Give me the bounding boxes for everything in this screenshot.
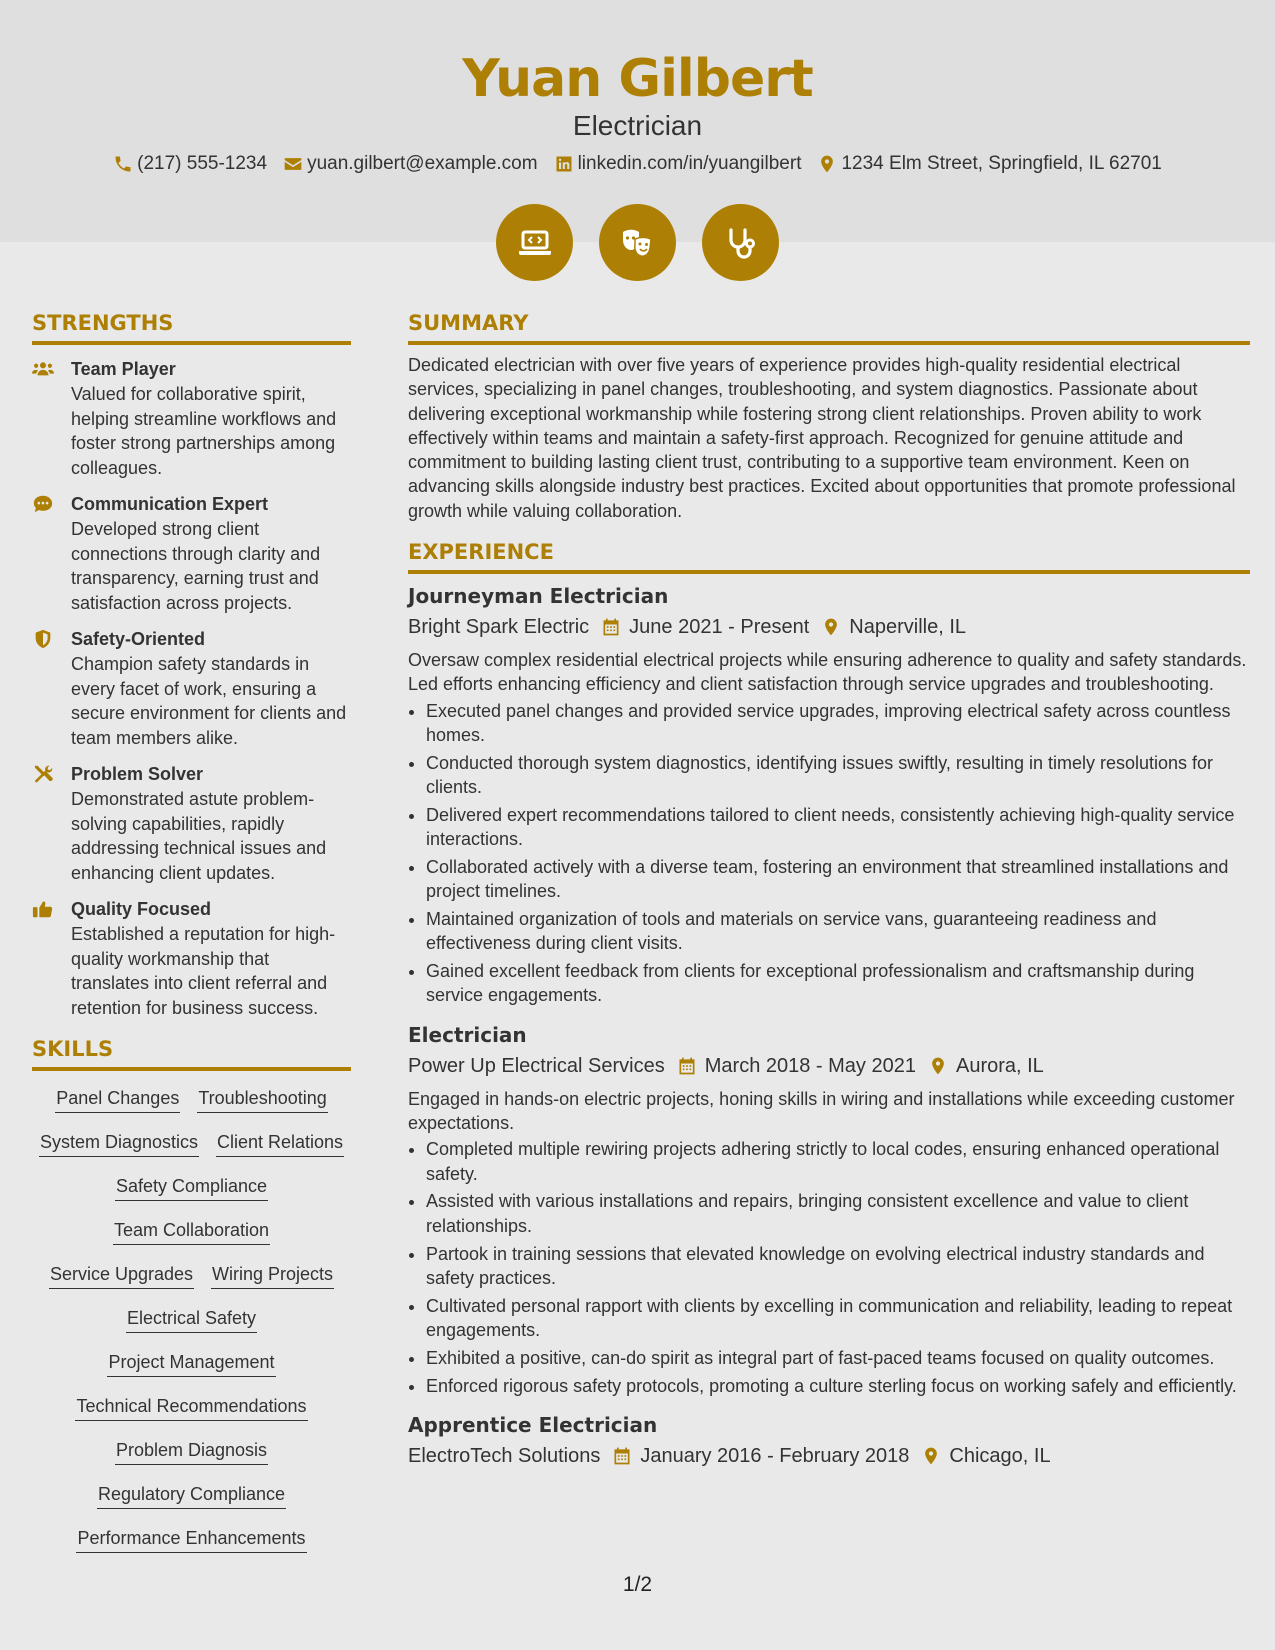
strength-desc: Established a reputation for high-quality workmanship that translates into client referral and retention for business success.	[71, 924, 336, 1018]
job-entry	[408, 1411, 1250, 1471]
skills-heading: SKILLS	[32, 1034, 351, 1071]
skill-tag: Panel Changes	[55, 1085, 180, 1113]
job-meta	[408, 1051, 1250, 1081]
skill-tag: Electrical Safety	[126, 1305, 257, 1333]
job-meta	[408, 1441, 1250, 1471]
company-name: Bright Spark Electric	[408, 616, 590, 639]
job-title: Electrician	[572, 110, 703, 141]
interest-badges	[0, 204, 1275, 281]
bullet-item: • Delivered expert recommendations tailored to client needs, consistently achieving high-quality service interactions.	[426, 803, 1250, 852]
email-text: yuan.gilbert@example.com	[307, 153, 538, 174]
bullet-item: • Executed panel changes and provided service upgrades, improving electrical safety across countless homes.	[426, 699, 1250, 748]
skill-tag: Regulatory Compliance	[97, 1481, 286, 1509]
contact-bar	[0, 151, 1275, 177]
bullet-item: • Assisted with various installations and repairs, bringing consistent excellence and value to client relationships.	[426, 1189, 1250, 1238]
contact-phone[interactable]	[113, 151, 267, 177]
bullet-item: • Partook in training sessions that elevated knowledge on evolving electrical industry standards and safety practices.	[426, 1242, 1250, 1291]
strength-item	[32, 357, 351, 480]
users-icon	[32, 359, 54, 379]
strength-item	[32, 897, 351, 1020]
job-location: Chicago, IL	[949, 1444, 1051, 1467]
skill-tag: System Diagnostics	[39, 1129, 199, 1157]
map-pin-icon	[821, 617, 841, 637]
bullet-item: • Completed multiple rewiring projects adhering strictly to local codes, ensuring enhanced operational safety.	[426, 1137, 1250, 1186]
job-meta	[408, 612, 1250, 642]
summary-text: Dedicated electrician with over five years of experience provides high-quality residential electrical services, specializing in panel changes, troubleshooting, and system diagnostics. Passionate about delivering exceptional workmanship while fostering strong client relationships. Proven ability to work effectively within teams and maintain a safety-first approach. Recognized for genuine attitude and commitment to building lasting client trust, contributing to a supportive team environment. Keen on advancing skills alongside industry best practices. Excited about opportunities that promote professional growth while valuing collaboration.	[408, 355, 1236, 521]
job-dates: June 2021 - Present	[629, 616, 810, 639]
contact-linkedin[interactable]	[554, 151, 802, 177]
strength-desc: Developed strong client connections through clarity and transparency, earning trust and satisfaction across projects.	[71, 519, 321, 613]
page-number: 1/2	[622, 1573, 653, 1596]
strengths-heading: STRENGTHS	[32, 308, 351, 345]
calendar-icon	[612, 1446, 632, 1466]
skill-tag: Safety Compliance	[115, 1173, 268, 1201]
bullet-item: • Maintained organization of tools and materials on service vans, guaranteeing readiness and effectiveness during client visits.	[426, 907, 1250, 956]
thumbs-up-icon	[32, 899, 54, 919]
bullet-item: • Conducted thorough system diagnostics, identifying issues swiftly, resulting in timely resolutions for clients.	[426, 751, 1250, 800]
shield-icon	[32, 629, 54, 649]
strengths-list	[32, 357, 351, 1020]
strength-name: Safety-Oriented	[71, 629, 206, 649]
skill-tag: Problem Diagnosis	[115, 1437, 268, 1465]
phone-text: (217) 555-1234	[137, 153, 268, 174]
calendar-icon	[677, 1056, 697, 1076]
calendar-icon	[601, 617, 621, 637]
job-description: Oversaw complex residential electrical projects while ensuring adherence to quality and safety standards. Led efforts enhancing efficiency and client satisfaction through service upgrades and troubleshooting.	[408, 650, 1247, 695]
job-location: Naperville, IL	[849, 616, 967, 639]
skills-list	[32, 1085, 351, 1553]
summary-heading: SUMMARY	[408, 308, 1250, 345]
bullet-item: • Cultivated personal rapport with clients by excelling in communication and reliability, leading to repeat engagements.	[426, 1294, 1250, 1343]
skill-tag: Service Upgrades	[49, 1261, 194, 1289]
job-dates: January 2016 - February 2018	[640, 1444, 910, 1467]
strength-name: Quality Focused	[71, 899, 212, 919]
map-pin-icon	[928, 1056, 948, 1076]
map-pin-icon	[921, 1446, 941, 1466]
job-dates: March 2018 - May 2021	[704, 1054, 916, 1077]
linkedin-icon	[554, 154, 574, 174]
bullet-item: • Collaborated actively with a diverse team, fostering an environment that streamlined installations and project timelines.	[426, 855, 1250, 904]
bullet-item: • Enforced rigorous safety protocols, promoting a culture sterling focus on working safely and efficiently.	[426, 1374, 1250, 1398]
skill-tag: Project Management	[107, 1349, 275, 1377]
strength-name: Communication Expert	[71, 494, 269, 514]
bullet-item: • Gained excellent feedback from clients for exceptional professionalism and craftsmanship during service engagements.	[426, 959, 1250, 1008]
job-title: Apprentice Electrician	[408, 1412, 658, 1437]
strength-name: Team Player	[71, 359, 176, 379]
strength-desc: Champion safety standards in every facet of work, ensuring a secure environment for clients and team members alike.	[71, 654, 347, 748]
company-name: Power Up Electrical Services	[408, 1054, 665, 1077]
experience-heading: EXPERIENCE	[408, 537, 1250, 574]
strength-name: Problem Solver	[71, 764, 204, 784]
job-bullets	[408, 1137, 1250, 1397]
job-bullets	[408, 699, 1250, 1008]
skill-tag: Client Relations	[216, 1129, 344, 1157]
map-pin-icon	[817, 154, 837, 174]
stethoscope-icon	[721, 223, 761, 263]
skill-tag: Technical Recommendations	[75, 1393, 307, 1421]
job-location: Aurora, IL	[955, 1054, 1044, 1077]
skill-tag: Team Collaboration	[113, 1217, 270, 1245]
laptop-code-icon	[515, 223, 555, 263]
badge-circle	[496, 204, 573, 281]
job-description: Engaged in hands-on electric projects, honing skills in wiring and installations while exceeding customer expectations.	[408, 1088, 1235, 1134]
phone-icon	[113, 154, 133, 174]
skill-tag: Performance Enhancements	[76, 1525, 306, 1553]
theater-masks-icon	[618, 223, 658, 263]
contact-address	[817, 151, 1161, 177]
left-column	[32, 308, 351, 1553]
job-entry	[408, 582, 1250, 1008]
address-text: 1234 Elm Street, Springfield, IL 62701	[841, 153, 1162, 174]
skill-tag: Troubleshooting	[197, 1085, 327, 1113]
bullet-item: • Exhibited a positive, can-do spirit as integral part of fast-paced teams focused on quality outcomes.	[426, 1346, 1250, 1370]
company-name: ElectroTech Solutions	[408, 1444, 601, 1467]
tools-icon	[32, 764, 54, 784]
candidate-name: Yuan Gilbert	[462, 49, 813, 109]
strength-item	[32, 492, 351, 615]
comment-dots-icon	[32, 494, 54, 514]
job-entry	[408, 1021, 1250, 1398]
right-column	[408, 308, 1250, 1471]
linkedin-text: linkedin.com/in/yuangilbert	[577, 153, 802, 174]
contact-email[interactable]	[283, 151, 538, 177]
job-title: Journeyman Electrician	[408, 584, 669, 609]
job-title: Electrician	[408, 1022, 527, 1047]
strength-item	[32, 627, 351, 750]
skill-tag: Wiring Projects	[211, 1261, 334, 1289]
strength-item	[32, 762, 351, 885]
strength-desc: Valued for collaborative spirit, helping streamline workflows and foster strong partnerships among colleagues.	[71, 384, 337, 478]
strength-desc: Demonstrated astute problem-solving capabilities, rapidly addressing technical issues and enhancing client updates.	[71, 789, 327, 883]
envelope-icon	[283, 154, 303, 174]
badge-circle	[702, 204, 779, 281]
badge-circle	[599, 204, 676, 281]
